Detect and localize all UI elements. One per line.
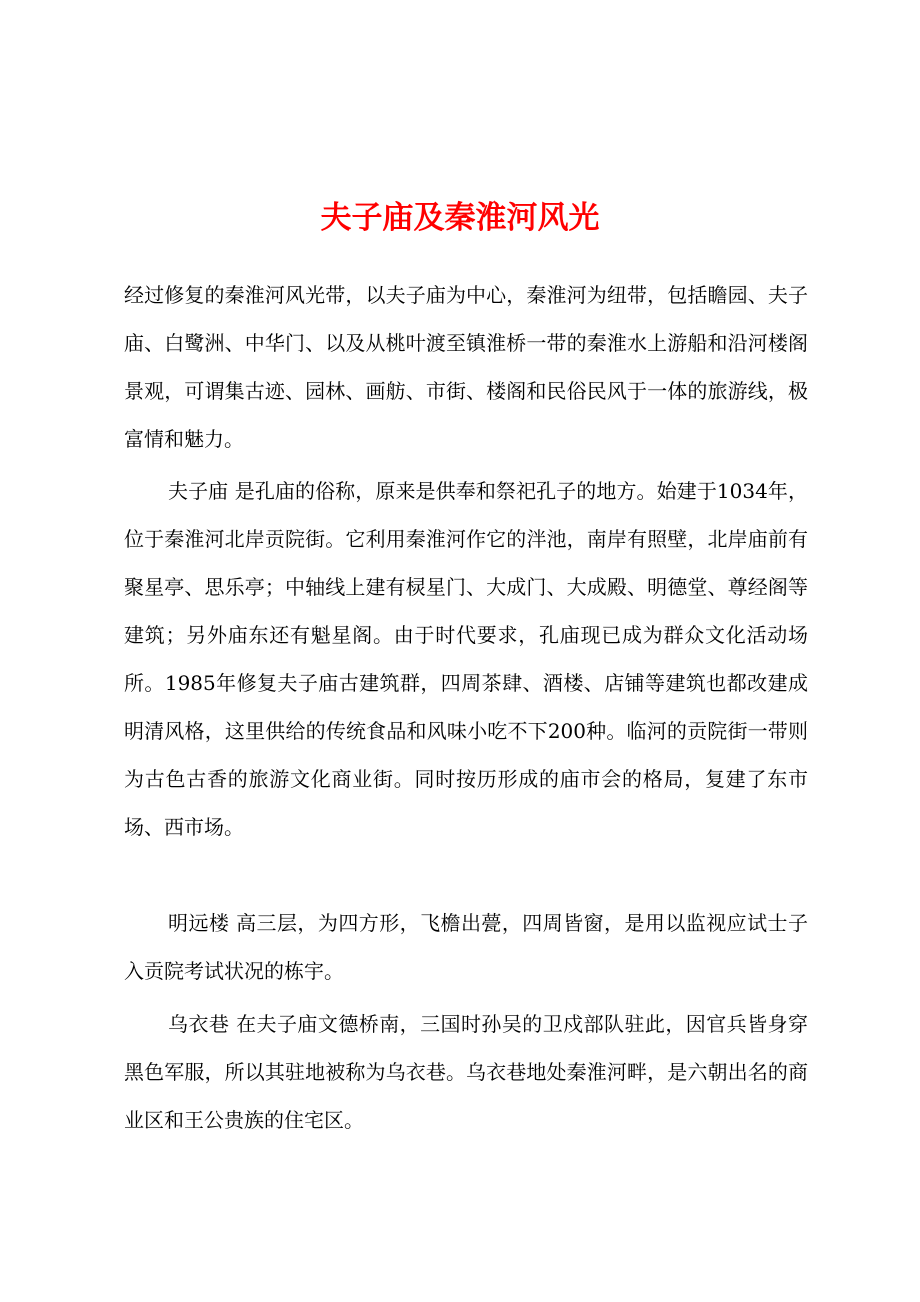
paragraph-intro: 经过修复的秦淮河风光带，以夫子庙为中心，秦淮河为纽带，包括瞻园、夫子庙、白鹭洲、中华门、以及从桃叶渡至镇淮桥一带的秦淮水上游船和沿河楼阁景观，可谓集古迹、园林、画舫、市街、楼阁和民俗民风于一体的旅游线，极富情和魅力。 bbox=[124, 283, 808, 451]
paragraph-wuyixiang: 乌衣巷 在夫子庙文德桥南，三国时孙吴的卫戍部队驻此，因官兵皆身穿黑色军服，所以其驻地被称为乌衣巷。乌衣巷地处秦淮河畔，是六朝出名的商业区和王公贵族的住宅区。 bbox=[124, 1012, 808, 1132]
paragraph-fuzimiao: 夫子庙 是孔庙的俗称，原来是供奉和祭祀孔子的地方。始建于1034年，位于秦淮河北岸贡院街。它利用秦淮河作它的泮池，南岸有照壁，北岸庙前有聚星亭、思乐亭；中轴线上建有棂星门、大成门、大成殿、明德堂、尊经阁等建筑；另外庙东还有魁星阁。由于时代要求，孔庙现已成为群众文化活动场所。1985年修复夫子庙古建筑群，四周茶肆、酒楼、店铺等建筑也都改建成明清风格，这里供给的传统食品和风味小吃不下200种。临河的贡院街一带则为古色古香的旅游文化商业街。同时按历形成的庙市会的格局，复建了东市场、西市场。 bbox=[124, 479, 808, 839]
page-title: 夫子庙及秦淮河风光 bbox=[320, 200, 600, 236]
paragraph-mingyuanlou: 明远楼 高三层，为四方形，飞檐出甍，四周皆窗，是用以监视应试士子入贡院考试状况的栋宇。 bbox=[124, 911, 808, 983]
